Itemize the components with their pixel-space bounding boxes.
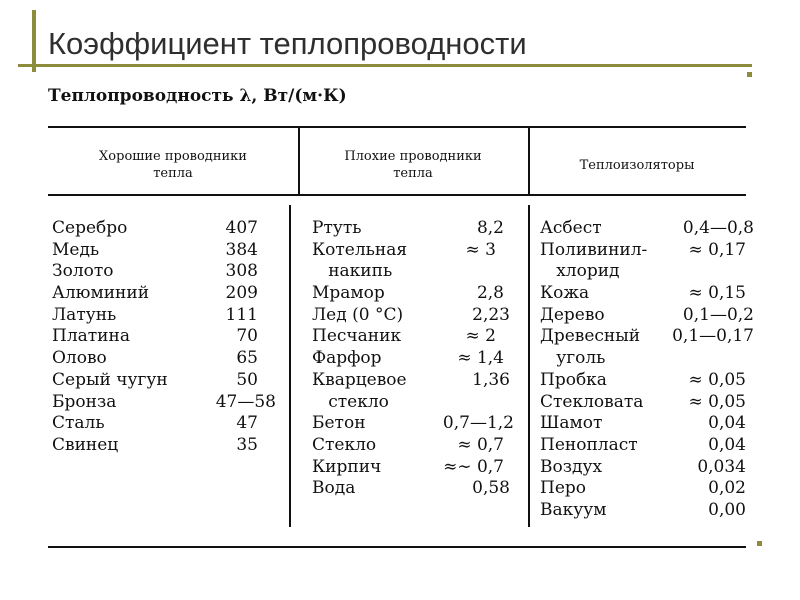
table-row [540, 239, 746, 262]
material-name: Вакуум [540, 499, 607, 520]
table-row [540, 456, 746, 479]
title-accent-bar [32, 10, 36, 72]
conductivity-value: 0,04 [708, 413, 746, 434]
material-name: Перо [540, 478, 587, 499]
conductivity-value: 0,1—0,17 [672, 326, 754, 347]
column-poor-conductors [312, 218, 512, 500]
material-name: Дерево [540, 304, 605, 325]
table-row [52, 283, 284, 305]
table-row [540, 283, 746, 305]
conductivity-value: 384 [225, 239, 258, 260]
conductivity-value: 0,04 [708, 434, 746, 455]
table-row [312, 218, 512, 240]
material-name: Платина [52, 326, 130, 347]
table-row [540, 478, 746, 500]
column-insulators [540, 218, 754, 522]
material-name: стекло [312, 391, 389, 412]
conductivity-value: ≈ 1,4 [457, 348, 504, 369]
table-row [312, 348, 512, 370]
conductivity-value: 47—58 [215, 391, 276, 412]
table-row [540, 413, 746, 435]
material-name: Ртуть [312, 218, 362, 238]
material-name: Стекло [312, 434, 377, 455]
conductivity-value: 0,58 [472, 478, 510, 499]
header-insulators: Теплоизоляторы [579, 158, 695, 173]
material-name: накипь [312, 261, 393, 282]
conductivity-value: 407 [225, 218, 258, 238]
conductivity-value: ≈ 3 [465, 239, 496, 260]
table-row [52, 261, 284, 283]
material-name: Песчаник [312, 326, 402, 347]
conductivity-value: ≈ 2 [465, 326, 496, 347]
material-name: Пенопласт [540, 434, 638, 455]
material-name: Олово [52, 348, 107, 369]
table-row [312, 283, 512, 305]
material-name: Бетон [312, 413, 366, 434]
conductivity-value: 2,8 [476, 283, 504, 304]
table-row [540, 326, 754, 348]
material-name: Поливинил- [540, 239, 648, 260]
material-name: Кварцевое [312, 369, 407, 390]
table-row [540, 218, 754, 240]
material-name: Медь [52, 239, 100, 260]
material-name: Асбест [540, 218, 602, 238]
title-underline [18, 64, 752, 67]
conductivity-value: 2,23 [472, 304, 510, 325]
conductivity-value: ≈ 0,05 [688, 369, 746, 390]
conductivity-value: 0,4—0,8 [682, 218, 754, 238]
material-name: Кожа [540, 283, 590, 304]
material-name: Лед (0 °С) [312, 304, 404, 325]
column-divider [528, 205, 530, 527]
conductivity-value: ≈ 0,05 [688, 391, 746, 412]
table-bottom-rule [48, 546, 746, 548]
conductivity-value: 0,00 [708, 499, 746, 520]
conductivity-value: 35 [236, 434, 258, 455]
conductivity-value: ≈ 0,7 [457, 434, 504, 455]
table-header-rule [48, 194, 746, 196]
conductivity-value: ≈∼ 0,7 [443, 456, 504, 477]
table-row [312, 478, 512, 500]
table-row [540, 499, 746, 522]
table-row [52, 413, 284, 435]
table-row [540, 391, 746, 414]
table-row [52, 348, 284, 370]
conductivity-value: 308 [225, 261, 258, 282]
table-row [52, 326, 284, 348]
table-row [52, 435, 284, 457]
conductivity-value: 0,034 [697, 456, 746, 477]
material-name: Стекловата [540, 391, 644, 412]
material-name: Шамот [540, 413, 603, 434]
conductivity-value: 47 [236, 413, 258, 434]
header-good-conductors: Хорошие проводники тепла [99, 149, 247, 181]
conductivity-value: 0,02 [708, 478, 746, 499]
table-row [312, 326, 512, 348]
material-name: Вода [312, 478, 356, 499]
column-divider [289, 205, 291, 527]
material-name: Латунь [52, 304, 117, 325]
conductivity-value: 70 [236, 326, 258, 347]
column-divider [528, 127, 530, 194]
accent-dot [747, 72, 752, 77]
column-good-conductors [52, 218, 284, 457]
table-row [312, 392, 512, 414]
conductivity-value: 1,36 [472, 369, 510, 390]
material-name: Воздух [540, 456, 603, 477]
accent-dot [757, 541, 762, 546]
material-name: Серый чугун [52, 369, 168, 390]
material-name: Сталь [52, 413, 105, 434]
table-row [540, 348, 740, 370]
material-name: уголь [540, 348, 606, 369]
conductivity-value: 65 [236, 348, 258, 369]
header-poor-conductors: Плохие проводники тепла [344, 149, 482, 181]
table-row [312, 240, 512, 262]
conductivity-value: 0,7—1,2 [442, 413, 514, 434]
table-row [540, 261, 740, 283]
material-name: Серебро [52, 218, 128, 238]
material-name: Котельная [312, 239, 408, 260]
material-name: Фарфор [312, 348, 382, 369]
table-row [312, 435, 512, 457]
table-caption: Теплопроводность λ, Вт/(м·К) [48, 86, 347, 106]
conductivity-value: ≈ 0,15 [688, 283, 746, 304]
conductivity-value: 209 [225, 283, 258, 304]
table-row [52, 305, 284, 327]
table-row [52, 240, 284, 262]
conductivity-value: 8,2 [476, 218, 504, 238]
conductivity-value: 0,1—0,2 [682, 304, 754, 325]
table-row [540, 304, 754, 327]
material-name: Кирпич [312, 456, 382, 477]
table-row [540, 434, 746, 457]
table-row [52, 218, 284, 240]
material-name: Бронза [52, 391, 117, 412]
table-row [312, 413, 512, 435]
conductivity-value: 111 [225, 304, 258, 325]
table-row [312, 261, 512, 283]
table-row [540, 369, 746, 392]
table-row [52, 392, 284, 414]
material-name: Алюминий [52, 283, 150, 304]
table-row [312, 457, 512, 479]
conductivity-value: 50 [236, 369, 258, 390]
material-name: Древесный [540, 326, 641, 347]
material-name: хлорид [540, 261, 620, 282]
material-name: Пробка [540, 369, 607, 390]
slide-title: Коэффициент теплопроводности [48, 26, 527, 61]
table-top-rule [48, 126, 746, 128]
conductivity-value: ≈ 0,17 [688, 239, 746, 260]
table-row [52, 370, 284, 392]
material-name: Свинец [52, 434, 119, 455]
table-row [312, 370, 512, 392]
table-row [312, 305, 512, 327]
material-name: Мрамор [312, 283, 385, 304]
material-name: Золото [52, 261, 114, 282]
